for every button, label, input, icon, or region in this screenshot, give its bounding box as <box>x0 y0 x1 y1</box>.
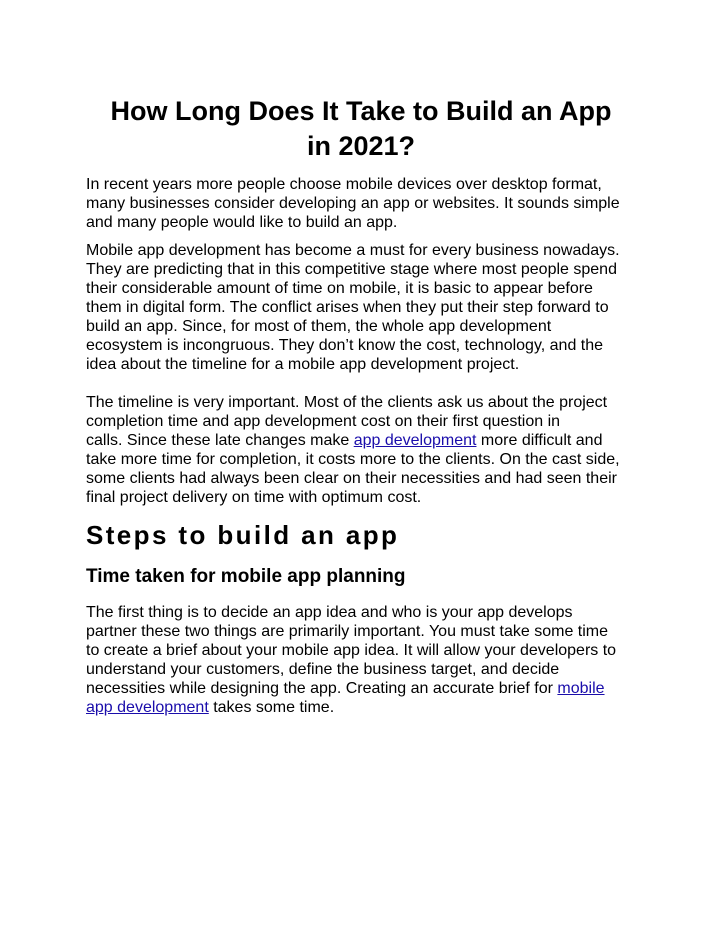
line-text: more difficult and <box>476 432 603 449</box>
section-heading: Steps to build an app <box>86 520 400 550</box>
title-line: How Long Does It Take to Build an App <box>110 96 612 126</box>
paragraph-line: them in digital form. The conflict arises when they put their step forward to <box>86 299 609 316</box>
mobile-link[interactable]: mobile <box>557 680 605 697</box>
paragraph-line: partner these two things are primarily important. You must take some time <box>86 623 609 640</box>
paragraph-line: build an app. Since, for most of them, the whole app development <box>86 318 552 335</box>
line-text: takes some time. <box>208 699 335 716</box>
paragraph-line: completion time and app development cost on their first question in <box>86 413 561 430</box>
paragraph-line <box>86 431 636 450</box>
paragraph-line: idea about the timeline for a mobile app development project. <box>86 356 520 373</box>
development-paragraph <box>86 241 636 374</box>
paragraph-line: understand your customers, define the business target, and decide <box>86 661 560 678</box>
paragraph-line: their considerable amount of time on mobile, it is basic to appear before <box>86 280 593 297</box>
title-line: in 2021? <box>306 131 416 161</box>
paragraph-line <box>86 679 636 698</box>
paragraph-line: many businesses consider developing an app or websites. It sounds simple <box>86 195 620 212</box>
paragraph-line: In recent years more people choose mobile devices over desktop format, <box>86 176 602 193</box>
paragraph-line: and many people would like to build an app. <box>86 214 398 231</box>
paragraph-line: They are predicting that in this competitive stage where most people spend <box>86 261 617 278</box>
planning-paragraph <box>86 603 636 717</box>
subheading: Time taken for mobile app planning <box>86 566 406 587</box>
app-development-link[interactable]: app development <box>353 432 477 449</box>
paragraph-line: The timeline is very important. Most of the clients ask us about the project <box>86 394 608 411</box>
paragraph-line <box>86 698 636 717</box>
line-text: calls. Since these late changes make <box>86 432 354 449</box>
paragraph-line: to create a brief about your mobile app idea. It will allow your developers to <box>86 642 617 659</box>
paragraph-line: The first thing is to decide an app idea and who is your app develops <box>86 604 573 621</box>
paragraph-line: final project delivery on time with optimum cost. <box>86 489 422 506</box>
paragraph-line: take more time for completion, it costs more to the clients. On the cast side, <box>86 451 620 468</box>
article-title <box>86 94 636 164</box>
timeline-paragraph <box>86 393 636 507</box>
line-text: necessities while designing the app. Creating an accurate brief for <box>86 680 558 697</box>
paragraph-line: Mobile app development has become a must for every business nowadays. <box>86 242 620 259</box>
paragraph-line: ecosystem is incongruous. They don’t know the cost, technology, and the <box>86 337 604 354</box>
paragraph-line: some clients had always been clear on their necessities and had seen their <box>86 470 617 487</box>
intro-paragraph <box>86 175 636 232</box>
app-development-link-2[interactable]: app development <box>86 699 209 716</box>
